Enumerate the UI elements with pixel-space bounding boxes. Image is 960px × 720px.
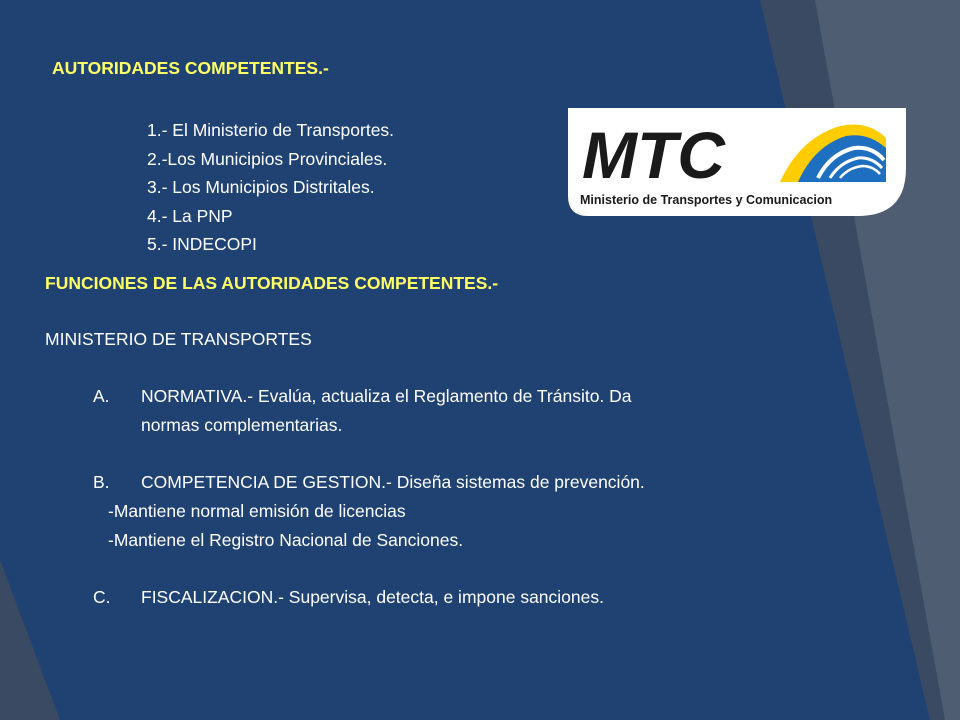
authority-item: 2.-Los Municipios Provinciales. — [147, 148, 388, 169]
item-letter: B. — [93, 472, 110, 492]
logo-letters: MTC — [582, 118, 725, 192]
authority-item: 3.- Los Municipios Distritales. — [147, 177, 375, 198]
ministry-title: MINISTERIO DE TRANSPORTES — [45, 329, 312, 349]
authorities-list — [147, 116, 394, 259]
item-letter: C. — [93, 587, 111, 607]
authority-item: 4.- La PNP — [147, 205, 233, 226]
logo-caption: Ministerio de Transportes y Comunicacion — [580, 193, 833, 207]
authority-item: 1.- El Ministerio de Transportes. — [147, 120, 395, 140]
item-text: FISCALIZACION.- Supervisa, detecta, e impone sanciones. — [141, 587, 604, 607]
item-subpoint: -Mantiene el Registro Nacional de Sanciones. — [108, 530, 464, 550]
heading-functions: FUNCIONES DE LAS AUTORIDADES COMPETENTES.- — [45, 273, 499, 293]
authority-item: 5.- INDECOPI — [147, 234, 257, 255]
item-text: COMPETENCIA DE GESTION.- Diseña sistemas de prevención. — [141, 472, 645, 492]
item-letter: A. — [93, 386, 110, 406]
mtc-logo — [568, 108, 906, 216]
item-text: normas complementarias. — [141, 415, 343, 435]
item-text: NORMATIVA.- Evalúa, actualiza el Reglamento de Tránsito. Da — [141, 386, 632, 406]
heading-authorities: AUTORIDADES COMPETENTES.- — [52, 58, 329, 78]
item-subpoint: -Mantiene normal emisión de licencias — [108, 501, 406, 521]
